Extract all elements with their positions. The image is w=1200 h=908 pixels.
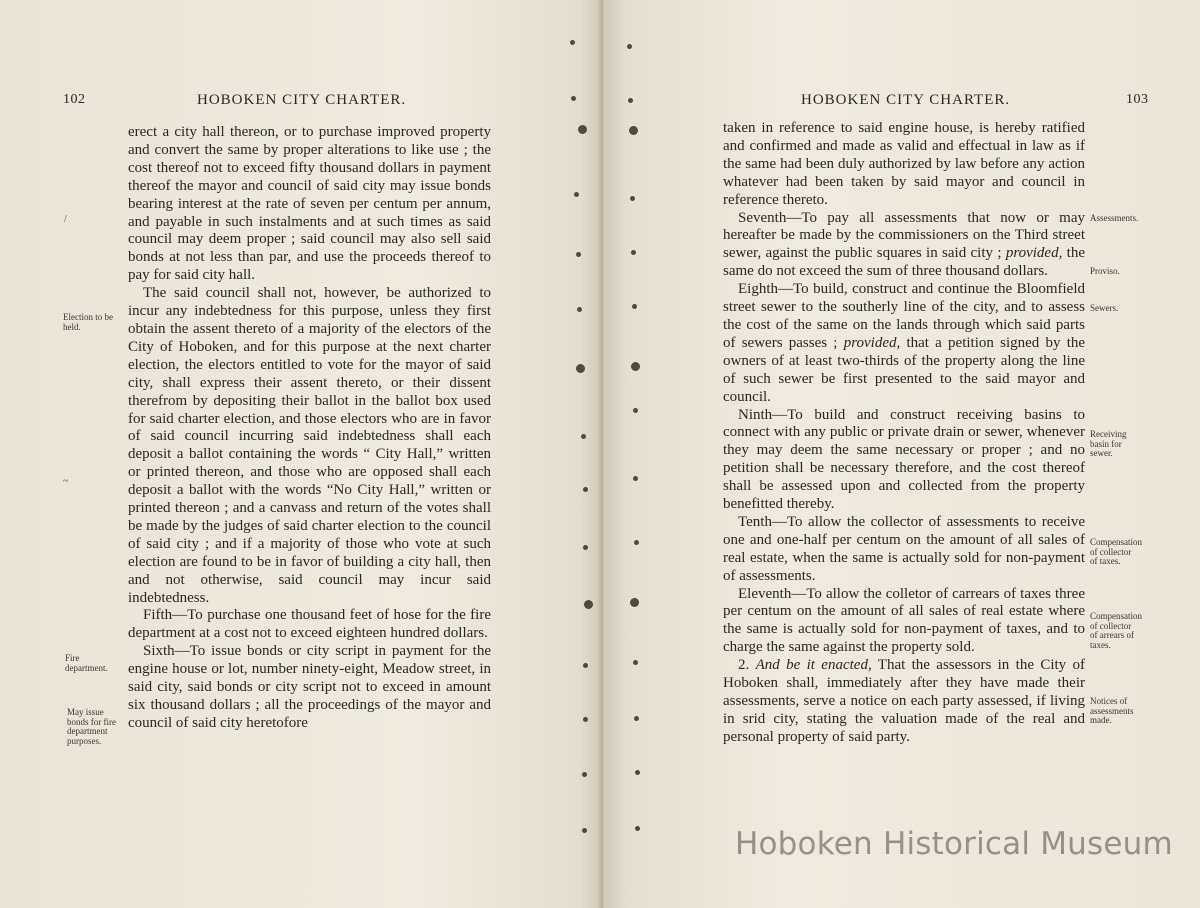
right-body-text <box>723 120 1085 747</box>
binding-hole <box>635 826 640 831</box>
paragraph: Tenth—To allow the collector of assessments to receive one and one-half per centum on the amount of all sales of real estate, when the same is actually sold for non-payment of assessments. <box>723 513 1085 584</box>
paragraph <box>723 657 1085 747</box>
binding-hole <box>633 408 638 413</box>
page-number: 102 <box>63 92 86 107</box>
margin-note-election: Election to be held. <box>63 312 113 332</box>
binding-hole <box>627 44 632 49</box>
binding-hole <box>574 192 579 197</box>
binding-hole <box>581 434 586 439</box>
text-run: Seventh—To pay all assessments that now or may hereafter be made by the commissioners on the Third street sewer, against the public squares in said city ; <box>723 209 1085 262</box>
paragraph: Sixth—To issue bonds or city script in payment for the engine house or lot, number ninety-eight, Meadow street, in said city, said bonds or city script not to exceed in amount six thousand dollars ; all the proceedings of the mayor and council of said city heretofore <box>128 643 491 731</box>
paragraph: erect a city hall thereon, or to purchase improved property and convert the same by proper alterations to like use ; the cost thereof not to exceed fifty thousand dollars in payment thereof the mayor and council of said city may issue bonds bearing interest at the rate of seven per centum per annum, and payable in such instalments and at such times as said council may deem proper ; said council may also sell said bonds at not less than par, and use the proceeds thereof to pay for said city hall. <box>128 124 491 284</box>
text-run: Eighth—To build, construct and continue the Bloomfield street sewer to the southerly line of the city, and to assess the cost of the same on the lands through which said parts of sewers passes ; <box>723 281 1085 351</box>
binding-hole <box>577 307 582 312</box>
binding-hole <box>578 125 587 134</box>
margin-note-compensation-arrears: Compensation of collector of arrears of taxes. <box>1090 611 1142 650</box>
binding-hole <box>634 540 639 545</box>
page-number: 103 <box>1126 92 1149 107</box>
binding-hole <box>631 250 636 255</box>
binding-hole <box>629 126 638 135</box>
left-body-text <box>128 124 491 733</box>
binding-hole <box>583 717 588 722</box>
margin-note-sewers: Sewers. <box>1090 303 1119 313</box>
margin-note-assessments: Assessments. <box>1090 213 1139 223</box>
margin-note-notices: Notices of assessments made. <box>1090 696 1134 725</box>
paper-speck: / <box>64 214 67 225</box>
paragraph <box>723 281 1085 406</box>
binding-hole <box>634 716 639 721</box>
binding-hole <box>633 660 638 665</box>
binding-hole <box>584 600 593 609</box>
margin-note-proviso: Proviso. <box>1090 266 1120 276</box>
binding-hole <box>635 770 640 775</box>
binding-hole <box>583 663 588 668</box>
binding-hole <box>633 476 638 481</box>
binding-hole <box>576 364 585 373</box>
binding-hole <box>583 487 588 492</box>
paragraph <box>723 210 1085 282</box>
margin-note-bonds: May issue bonds for fire department purposes. <box>67 707 116 746</box>
binding-hole <box>630 598 639 607</box>
binding-hole <box>570 40 575 45</box>
paragraph: taken in reference to said engine house, is hereby ratified and confirmed and made as valid and effectual in law as if the same had been duly authorized by law before any action whatever had been taken by said mayor and council in reference thereto. <box>723 120 1085 208</box>
section-number: 2. <box>738 657 750 674</box>
margin-note-fire: Fire department. <box>65 653 108 673</box>
binding-hole <box>576 252 581 257</box>
binding-hole <box>571 96 576 101</box>
paragraph: The said council shall not, however, be authorized to incur any indebtedness for this purpose, unless they first obtain the assent thereto of a majority of the electors of the City of Hoboken, and for this purpose at the next charter election, the electors entitled to vote for the mayor of said city, shall express their assent thereto, or their dissent therefrom by depositing their ballot in the ballot box used for said charter election, and those electors who are in favor of said council incurring said indebtedness shall each deposit a ballot containing the words “ City Hall,” written or printed thereon, and those who are opposed shall each deposit a ballot with the words “No City Hall,” written or printed thereon ; and a canvass and return of the votes shall be made by the judges of said charter election to the council of said city ; and if a majority of those who vote at such election are found to be in favor of building a city hall, then and not otherwise, said council may incur said indebtedness. <box>128 285 491 606</box>
binding-hole <box>631 362 640 371</box>
margin-note-basin: Receiving basin for sewer. <box>1090 429 1127 458</box>
paragraph: Fifth—To purchase one thousand feet of hose for the fire department at a cost not to exceed eighteen hundred dollars. <box>128 607 491 642</box>
text-run: That the assessors in the City of Hoboken shall, immediately after they have made their assessments, serve a notice on each party assessed, if living in srid city, stating the valuation made of the real and personal property of said party. <box>723 657 1086 745</box>
museum-watermark: Hoboken Historical Museum <box>735 826 1173 862</box>
margin-note-compensation-collector: Compensation of collector of taxes. <box>1090 537 1142 566</box>
binding-hole <box>582 772 587 777</box>
binding-hole <box>632 304 637 309</box>
italic-text: provided, <box>1005 245 1063 262</box>
paper-speck: ~ <box>63 476 69 487</box>
running-head: HOBOKEN CITY CHARTER. <box>197 92 407 108</box>
right-page <box>603 0 1200 908</box>
running-head: HOBOKEN CITY CHARTER. <box>801 92 1011 108</box>
text-run: the same do not exceed the sum of three thousand dollars. <box>723 245 1085 280</box>
italic-text: provided, <box>843 334 901 351</box>
binding-hole <box>583 545 588 550</box>
paragraph: Ninth—To build and construct receiving basins to connect with any public or private drain or sewer, whenever they may deem the same necessary or proper ; and no petition shall be necessary therefore, and the cost thereof shall be assessed upon and collected from the property benefitted thereby. <box>723 406 1085 513</box>
italic-text: And be it enacted, <box>755 657 872 674</box>
paragraph: Eleventh—To allow the colletor of carrears of taxes three per centum on the amount of all sales of real estate where the same is actually sold for non-payment of taxes, and to charge the same against the property sold. <box>723 585 1085 656</box>
binding-hole <box>628 98 633 103</box>
text-run: that a petition signed by the owners of at least two-thirds of the property along the line of such sewer be first presented to the said mayor and council. <box>723 334 1086 405</box>
binding-hole <box>630 196 635 201</box>
binding-hole <box>582 828 587 833</box>
